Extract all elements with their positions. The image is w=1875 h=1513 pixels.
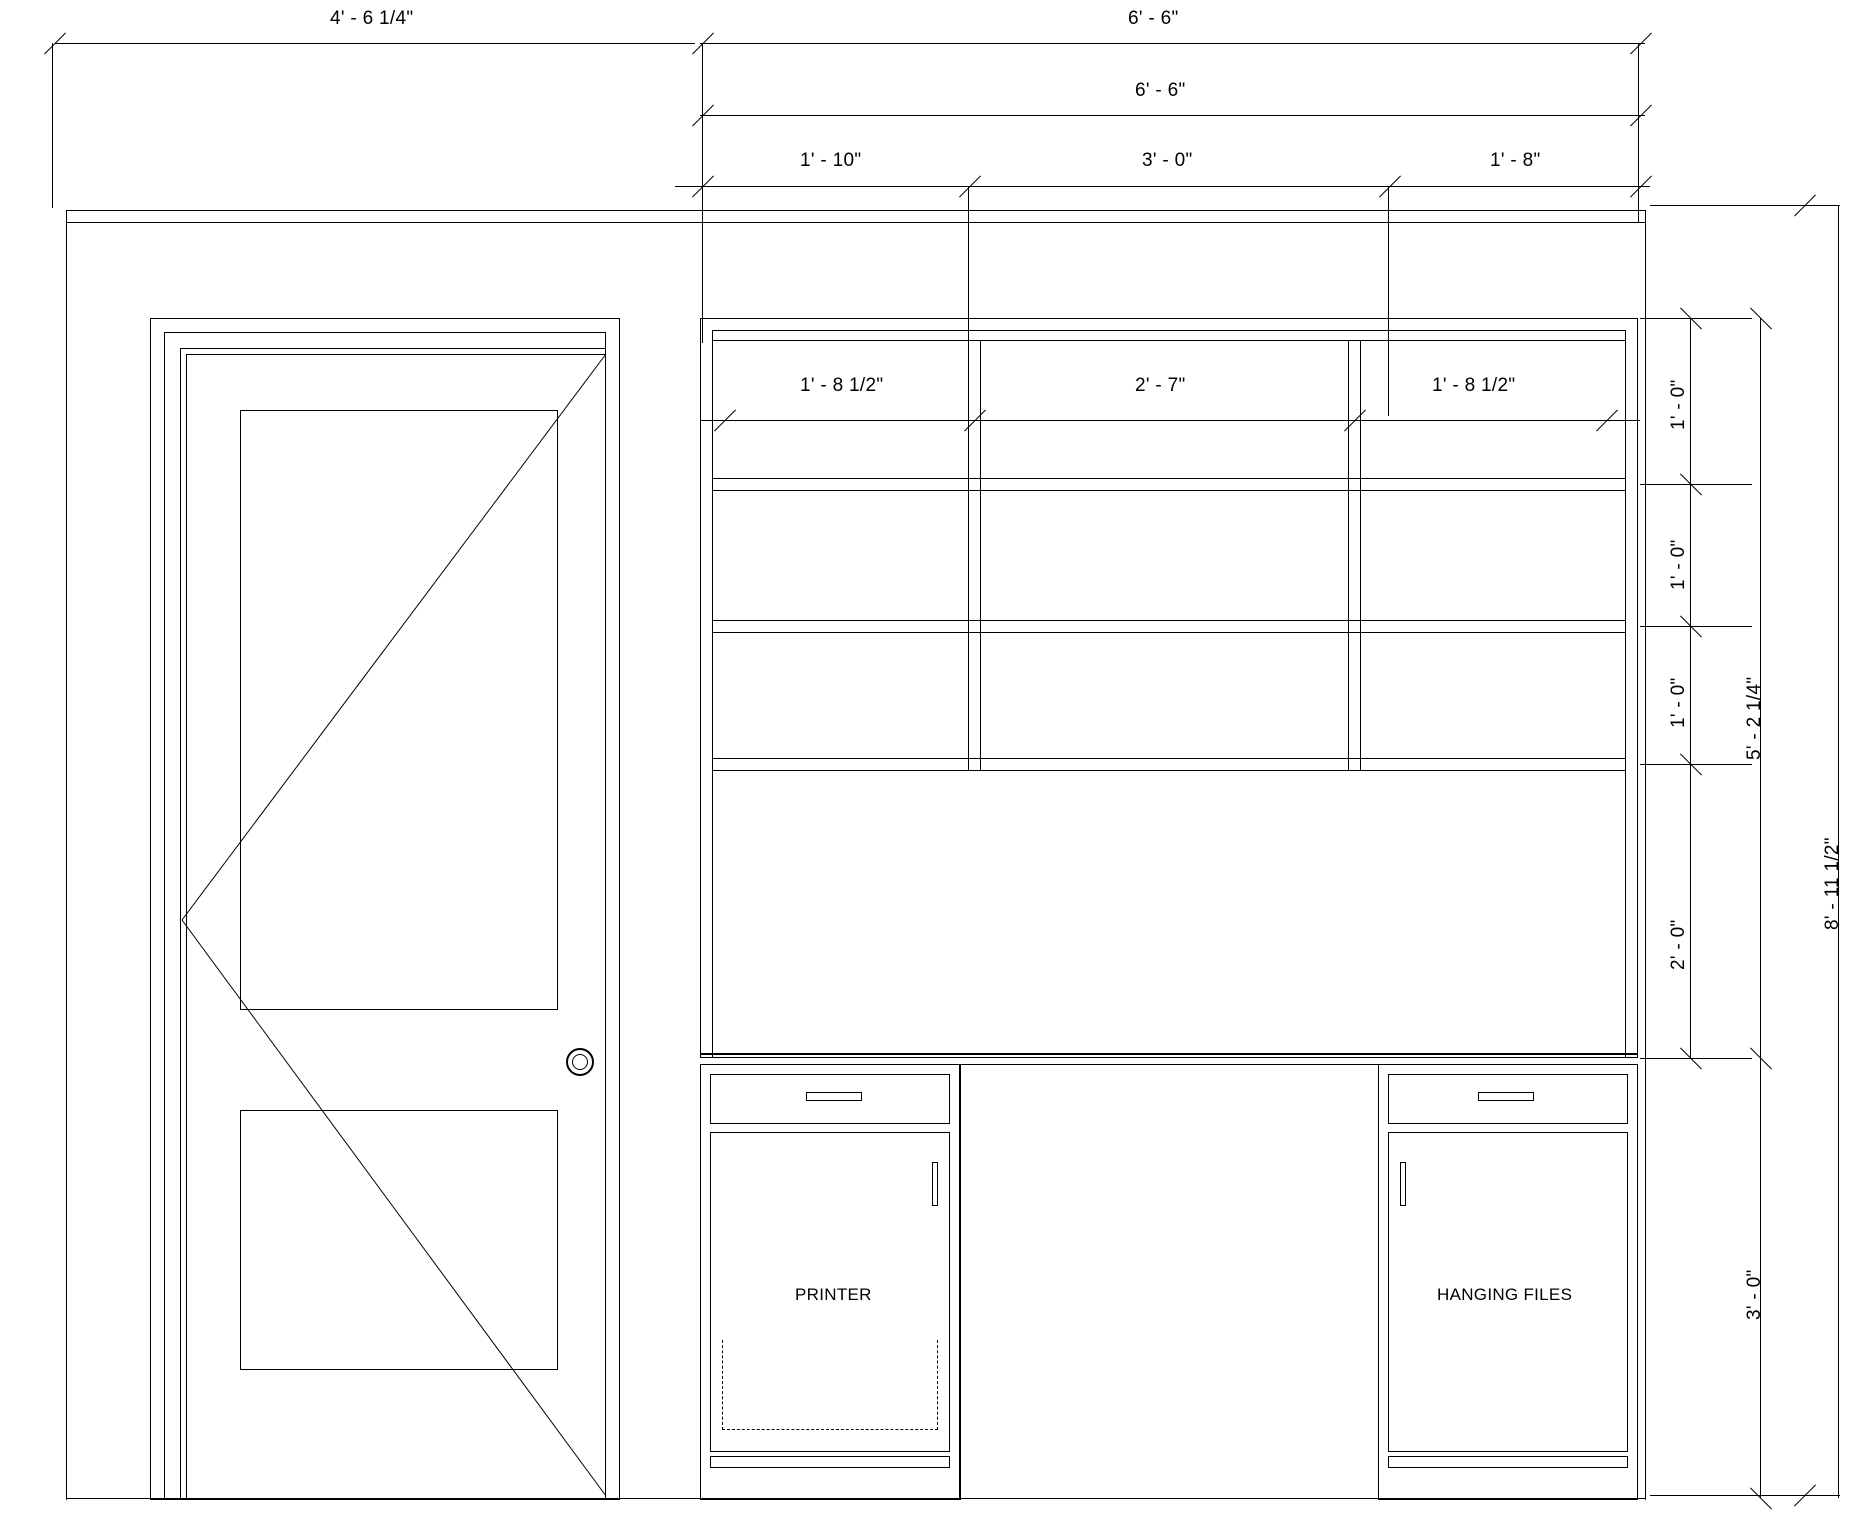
dim-upper-unit-height: 5' - 2 1/4" bbox=[1744, 676, 1765, 760]
dim-overall-height: 8' - 11 1/2" bbox=[1822, 837, 1843, 930]
dim-door-wall-width: 4' - 6 1/4" bbox=[330, 8, 414, 29]
dim-ext-line bbox=[1640, 626, 1752, 627]
upper-shelf-top-a bbox=[712, 340, 1626, 341]
upper-shelf-3-b bbox=[712, 770, 1626, 771]
printer-cabinet-label: PRINTER bbox=[795, 1285, 872, 1304]
upper-divider-right-b bbox=[1360, 340, 1361, 770]
printer-door-pull-icon[interactable] bbox=[932, 1162, 938, 1206]
dim-shelf-row1-height: 1' - 0" bbox=[1668, 379, 1689, 430]
dim-ext-line bbox=[1640, 1058, 1752, 1059]
dim-shelf-row3-height: 1' - 0" bbox=[1668, 677, 1689, 728]
dim-line-shelf-widths bbox=[700, 420, 1640, 421]
upper-shelf-1-a bbox=[712, 478, 1626, 479]
dim-ext-line bbox=[1640, 318, 1752, 319]
dim-ext-line bbox=[1640, 484, 1752, 485]
hanging-files-cabinet-label: HANGING FILES bbox=[1437, 1285, 1573, 1304]
dim-base-cabinet-height: 3' - 0" bbox=[1744, 1269, 1765, 1320]
dim-shelf-left-width: 1' - 8 1/2" bbox=[800, 375, 884, 396]
dim-bay-left-width: 1' - 10" bbox=[800, 150, 862, 171]
counter-top-line bbox=[700, 1053, 1638, 1055]
upper-shelf-1-b bbox=[712, 490, 1626, 491]
dim-bay-right-width: 1' - 8" bbox=[1490, 150, 1541, 171]
dim-shelf-center-width: 2' - 7" bbox=[1135, 375, 1186, 396]
dim-ext-line bbox=[1640, 764, 1752, 765]
upper-shelf-2-a bbox=[712, 620, 1626, 621]
files-door-pull-icon[interactable] bbox=[1400, 1162, 1406, 1206]
printer-drawer-pull-icon[interactable] bbox=[806, 1092, 862, 1101]
upper-divider-left-a bbox=[968, 340, 969, 770]
upper-cabinet-inner bbox=[712, 330, 1626, 1058]
printer-cabinet-toe-kick bbox=[710, 1456, 950, 1468]
upper-shelf-2-b bbox=[712, 632, 1626, 633]
dim-shelf-right-width: 1' - 8 1/2" bbox=[1432, 375, 1516, 396]
upper-divider-left-b bbox=[980, 340, 981, 770]
dim-shelf-row2-height: 1' - 0" bbox=[1668, 539, 1689, 590]
dim-line-shelf-heights bbox=[1690, 318, 1691, 1058]
dim-cabinet-overall-top: 6' - 6" bbox=[1128, 8, 1179, 29]
printer-pullout-hidden-outline bbox=[722, 1340, 938, 1430]
dim-bay-center-width: 3' - 0" bbox=[1142, 150, 1193, 171]
files-cabinet-toe-kick bbox=[1388, 1456, 1628, 1468]
files-drawer-pull-icon[interactable] bbox=[1478, 1092, 1534, 1101]
upper-divider-right-a bbox=[1348, 340, 1349, 770]
upper-shelf-3-a bbox=[712, 758, 1626, 759]
knee-space-left-edge bbox=[960, 1064, 961, 1500]
dim-open-bay-height: 2' - 0" bbox=[1668, 919, 1689, 970]
dim-cabinet-overall-second: 6' - 6" bbox=[1135, 80, 1186, 101]
door-knob-inner-icon bbox=[572, 1054, 588, 1070]
